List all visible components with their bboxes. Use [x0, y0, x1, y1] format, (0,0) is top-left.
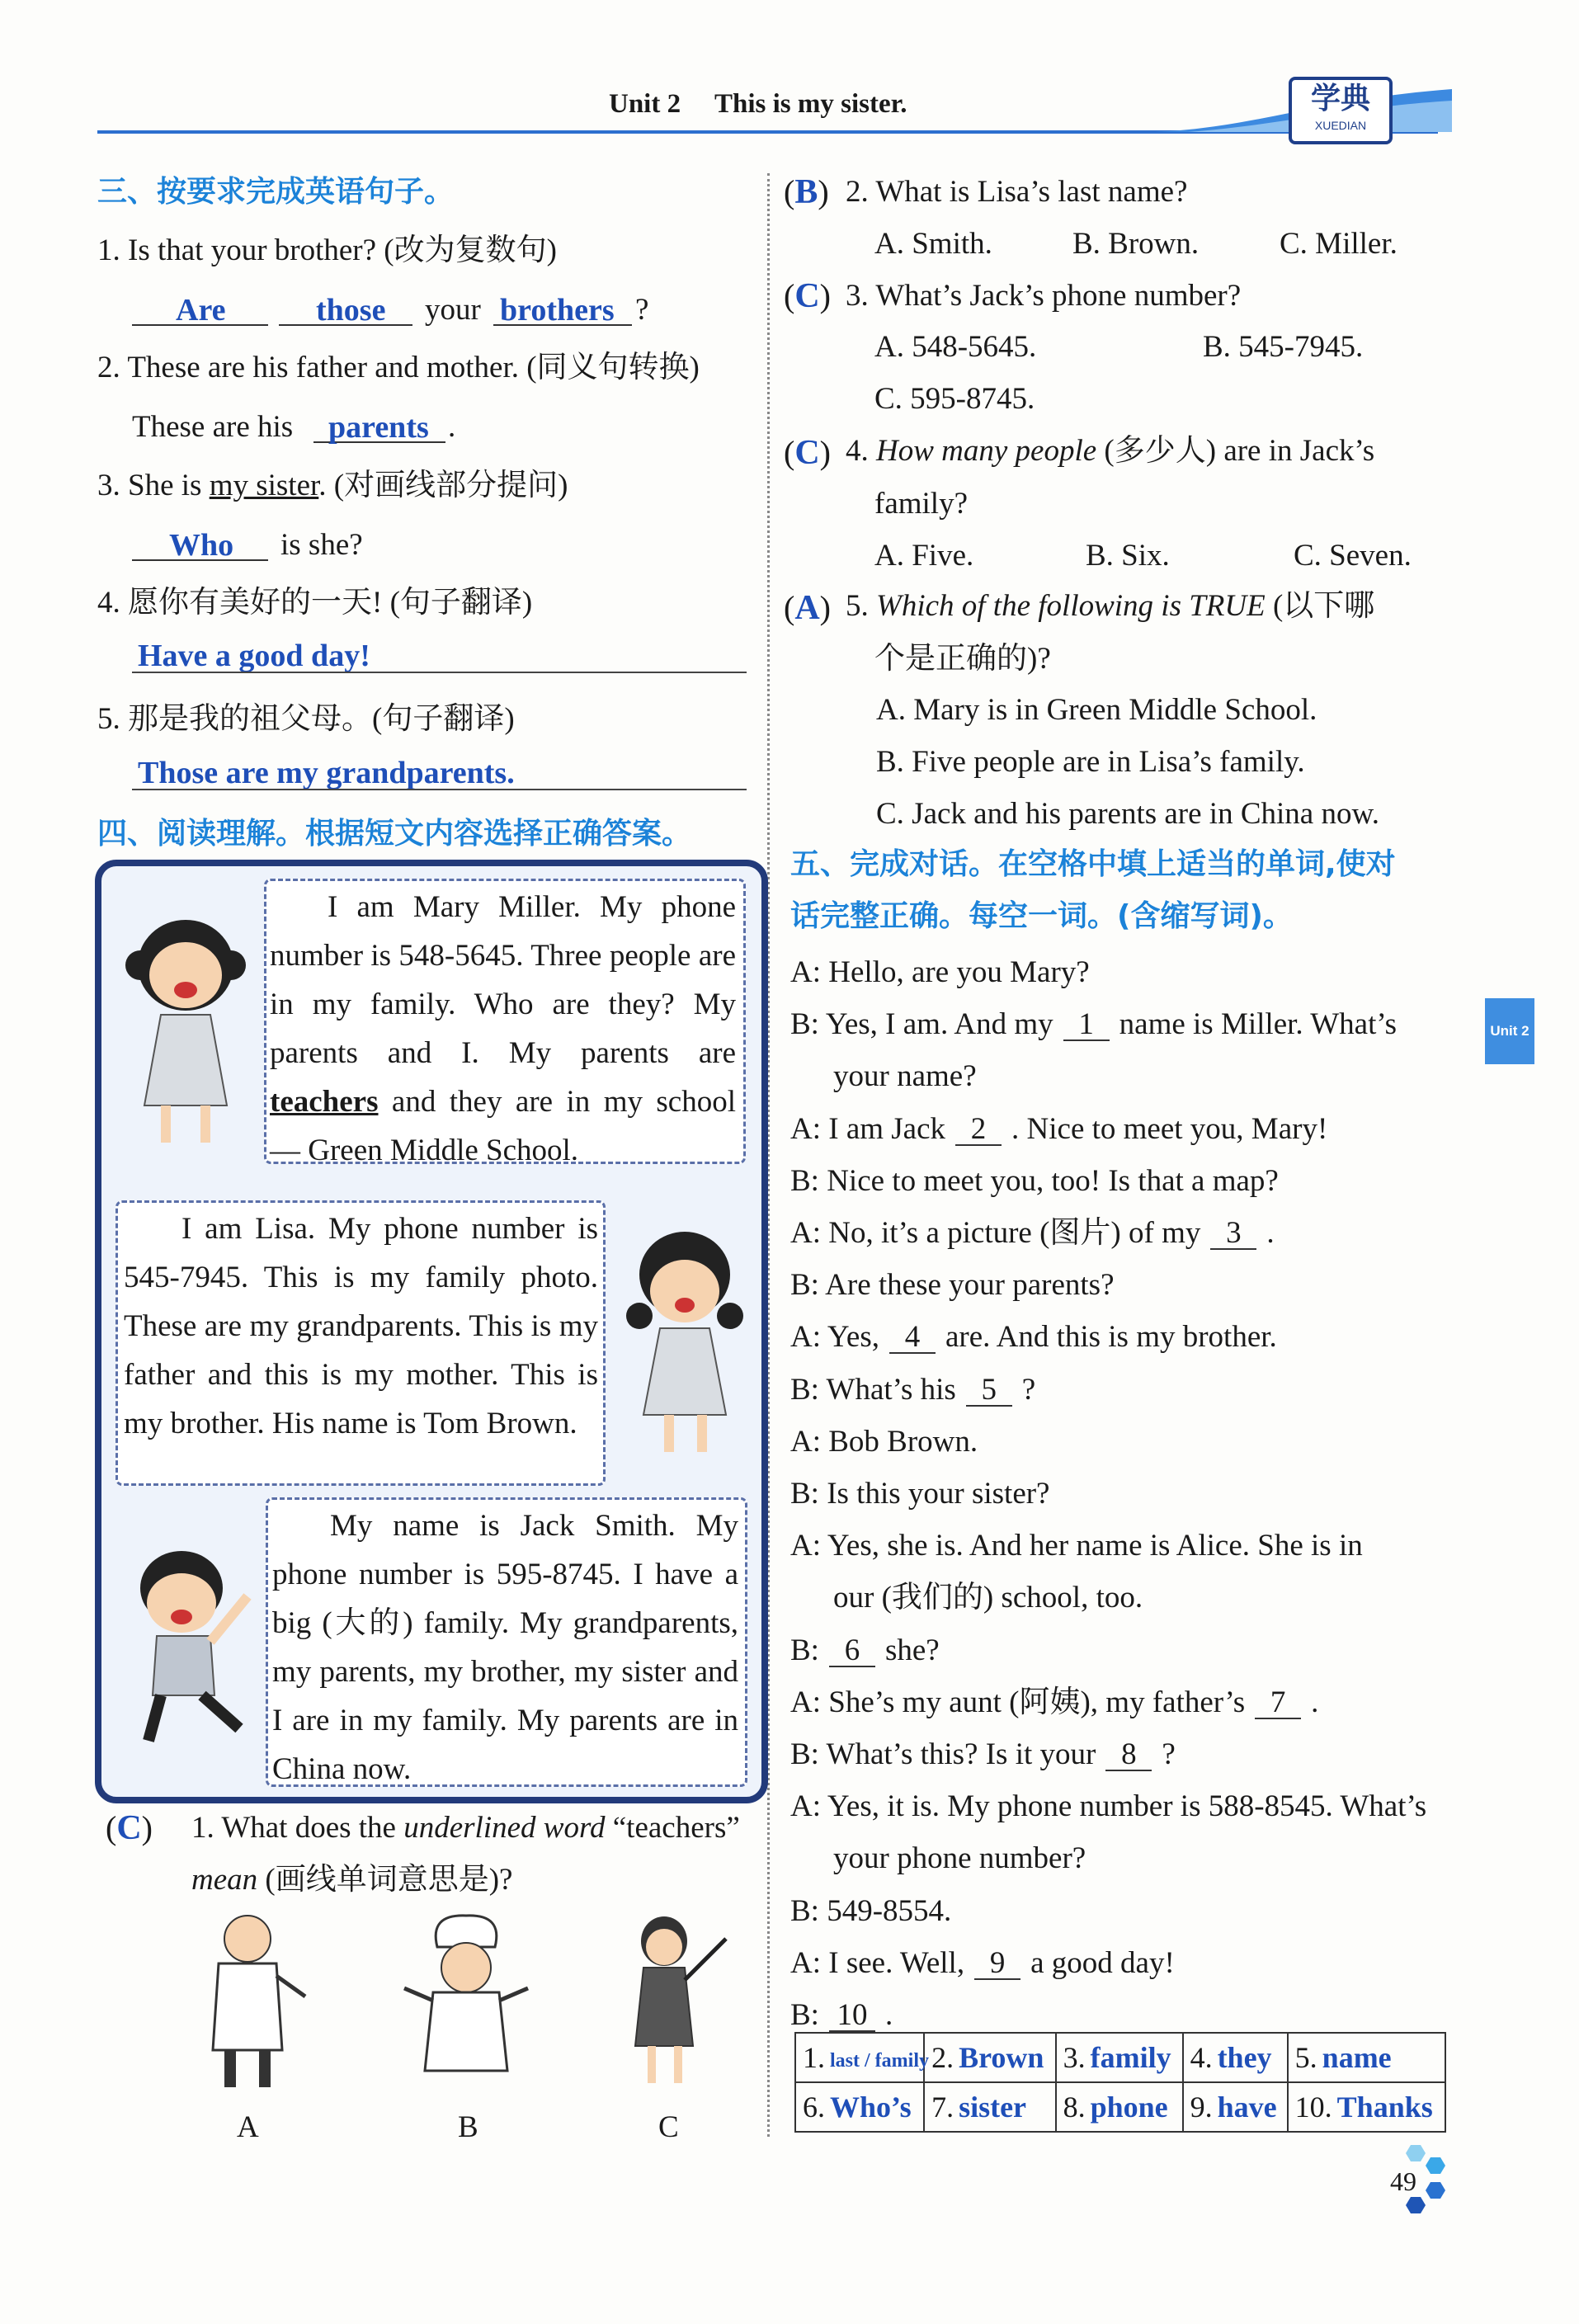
- answer-number: 5.: [1294, 2041, 1317, 2074]
- dialogue-text: B: Nice to meet you, too! Is that a map?: [790, 1164, 1279, 1198]
- option-a-doctor-illustration: [190, 1906, 313, 2095]
- dialogue-text-after: she?: [884, 1633, 940, 1667]
- answer-number: 2.: [931, 2041, 954, 2074]
- passage1-text: [270, 883, 736, 1175]
- s3-q4-text: 4. 愿你有美好的一天! (句子翻译): [97, 586, 533, 620]
- answer-cell: [795, 2082, 924, 2132]
- s3-q3-post: . (对画线部分提问): [318, 469, 568, 502]
- answer-value: have: [1217, 2091, 1277, 2124]
- section5-heading-line1: 五、完成对话。在空格中填上适当的单词,使对: [790, 847, 1396, 881]
- section4-heading: 四、阅读理解。根据短文内容选择正确答案。: [97, 817, 692, 851]
- answer-cell: [1056, 2033, 1183, 2082]
- dialogue-line: [790, 1478, 1049, 1509]
- dialogue-line: [790, 1426, 978, 1457]
- dialogue-text: B: What’s his: [790, 1373, 956, 1407]
- header-unit: Unit 2: [609, 89, 681, 119]
- dialogue-line: [790, 1687, 1318, 1719]
- page-number: 49: [1390, 2166, 1416, 2196]
- answer-number: 10.: [1294, 2091, 1332, 2124]
- dialogue-text-after: . Nice to meet you, Mary!: [1011, 1112, 1328, 1146]
- dialogue-line: [790, 1791, 1426, 1822]
- side-tab-label: Unit 2: [1490, 1023, 1530, 1039]
- passage1-after: and they are in my school — Green Middle School.: [270, 1085, 736, 1167]
- answer-value: last / family: [830, 2049, 929, 2072]
- answer-number: 1.: [803, 2041, 825, 2074]
- s4-q1-answer: C: [116, 1809, 142, 1847]
- answer-number: 6.: [803, 2091, 825, 2124]
- logo-en: XUEDIAN: [1314, 119, 1367, 132]
- s4-q5-text-i: Which of the following is TRUE: [876, 589, 1266, 623]
- dialogue-line: [833, 1061, 977, 1091]
- dialogue-text: B: What’s this? Is it your: [790, 1737, 1096, 1771]
- logo-cn: 学典: [1310, 82, 1370, 115]
- answer-value: phone: [1090, 2091, 1168, 2124]
- s3-q1-end: ?: [635, 293, 649, 327]
- dialogue-text: A: Yes,: [790, 1320, 879, 1354]
- dialogue-text: A: Hello, are you Mary?: [790, 955, 1090, 989]
- dialogue-line: [790, 1270, 1115, 1300]
- dialogue-text: A: I see. Well,: [790, 1946, 965, 1980]
- side-tab: [1485, 998, 1534, 1064]
- dialogue-text-after: a good day!: [1030, 1946, 1175, 1980]
- answer-cell: [1183, 2082, 1288, 2132]
- dialogue-line: [790, 1948, 1175, 1980]
- dialogue-line: [790, 1114, 1327, 1146]
- dialogue-text: A: She’s my aunt (阿姨), my father’s: [790, 1685, 1246, 1719]
- s4-q4-text-a: 4.: [846, 434, 876, 468]
- s4-q2-option-b: B. Brown.: [1072, 227, 1200, 261]
- answer-row: [795, 2033, 1445, 2082]
- dialogue-blank: 10: [829, 2000, 875, 2032]
- s3-q2-answer: parents: [328, 410, 429, 445]
- dialogue-text: A: No, it’s a picture (图片) of my: [790, 1216, 1201, 1250]
- dialogue-line: [790, 1530, 1363, 1561]
- s4-q1-line1-i: underlined word: [403, 1811, 606, 1845]
- answer-number: 8.: [1063, 2091, 1086, 2124]
- s3-q3-answer: Who: [169, 528, 234, 563]
- dialogue-line: [790, 1322, 1277, 1354]
- answer-cell: [1183, 2033, 1288, 2082]
- s4-q2-option-a: A. Smith.: [874, 227, 992, 261]
- s4-q5-option-b: B. Five people are in Lisa’s family.: [876, 745, 1305, 779]
- s4-q5-text-b: (以下哪: [1265, 589, 1375, 623]
- s4-q1-line1-a: 1. What does the: [191, 1811, 404, 1845]
- s3-q1-answer2: those: [316, 293, 386, 328]
- passage1-underlined-word: teachers: [270, 1085, 379, 1119]
- s4-q1-option-c: C: [658, 2110, 679, 2144]
- s4-q1-option-a: A: [237, 2110, 259, 2144]
- answer-value: sister: [959, 2091, 1027, 2124]
- s4-q4-text-c: family?: [874, 487, 969, 521]
- s4-q1-option-b: B: [458, 2110, 478, 2144]
- answer-table: [794, 2032, 1446, 2133]
- dialogue-line: [833, 1843, 1086, 1874]
- answer-value: Brown: [959, 2041, 1044, 2074]
- s3-q3-underlined: my sister: [209, 469, 319, 502]
- dialogue-line: [833, 1582, 1143, 1613]
- answer-cell: [924, 2082, 1056, 2132]
- section3-heading: 三、按要求完成英语句子。: [97, 175, 455, 209]
- dialogue-blank: 3: [1210, 1218, 1256, 1250]
- s4-q2-text: 2. What is Lisa’s last name?: [846, 175, 1188, 209]
- passage3-text: My name is Jack Smith. My phone number is 595-8745. I have a big (大的) family. My grandparents, my parents, my brother, my sister and I are in my family. My parents are in China now.: [272, 1509, 738, 1786]
- dialogue-text: your name?: [833, 1059, 977, 1093]
- s3-q3-end: is she?: [280, 528, 363, 562]
- s3-q2-end: .: [448, 410, 456, 444]
- s4-q5-text: [846, 591, 1374, 621]
- dialogue-text: B:: [790, 1633, 819, 1667]
- dialogue-text: A: Yes, it is. My phone number is 588-8545. What’s: [790, 1789, 1427, 1823]
- boy-jack-illustration: [115, 1539, 264, 1753]
- girl-mary-illustration: [120, 907, 260, 1155]
- answer-value: Who’s: [830, 2091, 912, 2124]
- dialogue-text: B:: [790, 1998, 819, 2032]
- s4-q1-line2: [191, 1864, 512, 1895]
- s4-q2-option-c: C. Miller.: [1280, 227, 1398, 261]
- s4-q4-text: [846, 436, 1374, 466]
- answer-number: 3.: [1063, 2041, 1086, 2074]
- answer-number: 4.: [1190, 2041, 1213, 2074]
- s4-q5-text-a: 5.: [846, 589, 876, 623]
- answer-cell: [924, 2033, 1056, 2082]
- dialogue-text-after: name is Miller. What’s: [1119, 1007, 1398, 1041]
- answer-cell: [1288, 2033, 1445, 2082]
- dialogue-text: B: Are these your parents?: [790, 1268, 1115, 1302]
- dialogue-text-after: ?: [1021, 1373, 1036, 1407]
- s4-q3-paren: (C): [784, 277, 831, 315]
- s3-q1-answer3: brothers: [500, 293, 615, 328]
- s4-q4-option-a: A. Five.: [874, 539, 974, 573]
- dialogue-text-after: .: [1311, 1685, 1319, 1719]
- s4-q4-text-b: (多少人) are in Jack’s: [1096, 434, 1375, 468]
- s4-q1-line1: [191, 1813, 740, 1843]
- s4-q5-text-c: 个是正确的)?: [874, 642, 1051, 676]
- dialogue-line: [790, 1009, 1397, 1041]
- s4-q3-text: 3. What’s Jack’s phone number?: [846, 279, 1242, 313]
- dialogue-text-after: are. And this is my brother.: [945, 1320, 1277, 1354]
- dialogue-line: [790, 1374, 1035, 1407]
- dialogue-text-after: .: [884, 1998, 893, 2032]
- dialogue-text: B: Yes, I am. And my: [790, 1007, 1053, 1041]
- dialogue-text: B: Is this your sister?: [790, 1477, 1050, 1511]
- dialogue-blank: 9: [974, 1948, 1020, 1980]
- dialogue-text: B: 549-8554.: [790, 1894, 952, 1928]
- s3-q1-text: 1. Is that your brother? (改为复数句): [97, 233, 557, 267]
- dialogue-text: your phone number?: [833, 1841, 1086, 1875]
- answer-cell: [795, 2033, 929, 2082]
- header-logo: [1289, 77, 1393, 144]
- girl-lisa-illustration: [615, 1221, 755, 1468]
- answer-number: 7.: [931, 2091, 954, 2124]
- option-b-chef-illustration: [396, 1906, 536, 2095]
- s4-q2-answer: B: [794, 173, 818, 211]
- dialogue-line: [790, 1635, 940, 1667]
- s4-q4-option-b: B. Six.: [1086, 539, 1170, 573]
- s3-q3-pre: 3. She is: [97, 469, 210, 502]
- answer-value: family: [1090, 2041, 1171, 2074]
- answer-value: Thanks: [1336, 2091, 1433, 2124]
- dialogue-text-after: ?: [1162, 1737, 1176, 1771]
- dialogue-blank: 7: [1255, 1687, 1301, 1719]
- header-title: This is my sister.: [714, 89, 907, 119]
- dialogue-text: A: Bob Brown.: [790, 1425, 978, 1459]
- s4-q5-option-a: A. Mary is in Green Middle School.: [876, 693, 1317, 727]
- passage1-before: I am Mary Miller. My phone number is 548-5645. Three people are in my family. Who are they? My parents and I. My parents are: [270, 890, 736, 1070]
- dialogue-line: [790, 1166, 1279, 1196]
- s3-q5-answer: Those are my grandparents.: [138, 756, 515, 790]
- s4-q5-paren: (A): [784, 589, 831, 627]
- s4-q4-text-i: How many people: [876, 434, 1097, 468]
- passage2-text: I am Lisa. My phone number is 545-7945. This is my family photo. These are my grandparents. This is my father and this is my mother. This is my brother. His name is Tom Brown.: [124, 1212, 598, 1440]
- s4-q1-paren: (C): [106, 1809, 153, 1847]
- answer-value: name: [1322, 2041, 1392, 2074]
- s4-q5-answer: A: [794, 589, 820, 627]
- s3-q4-line: [132, 672, 747, 673]
- s4-q3-option-c: C. 595-8745.: [874, 382, 1035, 416]
- dialogue-line: [790, 1896, 951, 1926]
- s4-q3-option-b: B. 545-7945.: [1203, 330, 1364, 364]
- dialogue-blank: 2: [955, 1114, 1002, 1146]
- s4-q3-option-a: A. 548-5645.: [874, 330, 1037, 364]
- dialogue-line: [790, 2000, 893, 2032]
- s3-q5-line: [132, 789, 747, 790]
- dialogue-text: our (我们的) school, too.: [833, 1581, 1143, 1615]
- dialogue-blank: 8: [1105, 1739, 1152, 1771]
- dialogue-text-after: .: [1266, 1216, 1275, 1250]
- s4-q4-paren: (C): [784, 434, 831, 472]
- option-c-teacher-illustration: [615, 1910, 738, 2091]
- s4-q1-line2-b: (画线单词意思是)?: [257, 1863, 513, 1897]
- s3-q2-pre: These are his: [132, 410, 294, 444]
- dialogue-text: A: I am Jack: [790, 1112, 946, 1146]
- s4-q5-option-c: C. Jack and his parents are in China now.: [876, 797, 1380, 831]
- dialogue-blank: 4: [889, 1322, 936, 1354]
- s4-q1-line1-b: “teachers”: [605, 1811, 740, 1845]
- dialogue-blank: 5: [966, 1374, 1012, 1407]
- dialogue-blank: 6: [829, 1635, 875, 1667]
- answer-cell: [1288, 2082, 1445, 2132]
- s3-q2-text: 2. These are his father and mother. (同义句转换): [97, 351, 700, 384]
- s3-q5-text: 5. 那是我的祖父母。(句子翻译): [97, 702, 515, 736]
- answer-cell: [1056, 2082, 1183, 2132]
- s3-q4-answer: Have a good day!: [138, 639, 370, 673]
- s4-q4-answer: C: [794, 434, 820, 472]
- section5-heading-line2: 话完整正确。每空一词。(含缩写词)。: [790, 899, 1293, 933]
- s3-q1-mid: your: [425, 293, 481, 327]
- dialogue-text: A: Yes, she is. And her name is Alice. She is in: [790, 1529, 1363, 1563]
- s3-q3-text: [97, 470, 568, 501]
- dialogue-line: [790, 957, 1090, 988]
- s3-q1-answer1: Are: [176, 293, 226, 328]
- s4-q1-line2-i: mean: [191, 1863, 258, 1897]
- s4-q4-option-c: C. Seven.: [1294, 539, 1412, 573]
- answer-value: they: [1217, 2041, 1272, 2074]
- dialogue-line: [790, 1218, 1275, 1250]
- s4-q2-paren: (B): [784, 173, 829, 211]
- answer-row: [795, 2082, 1445, 2132]
- dialogue-blank: 1: [1063, 1009, 1110, 1041]
- s4-q3-answer: C: [794, 277, 820, 315]
- dialogue-line: [790, 1739, 1176, 1771]
- answer-number: 9.: [1190, 2091, 1213, 2124]
